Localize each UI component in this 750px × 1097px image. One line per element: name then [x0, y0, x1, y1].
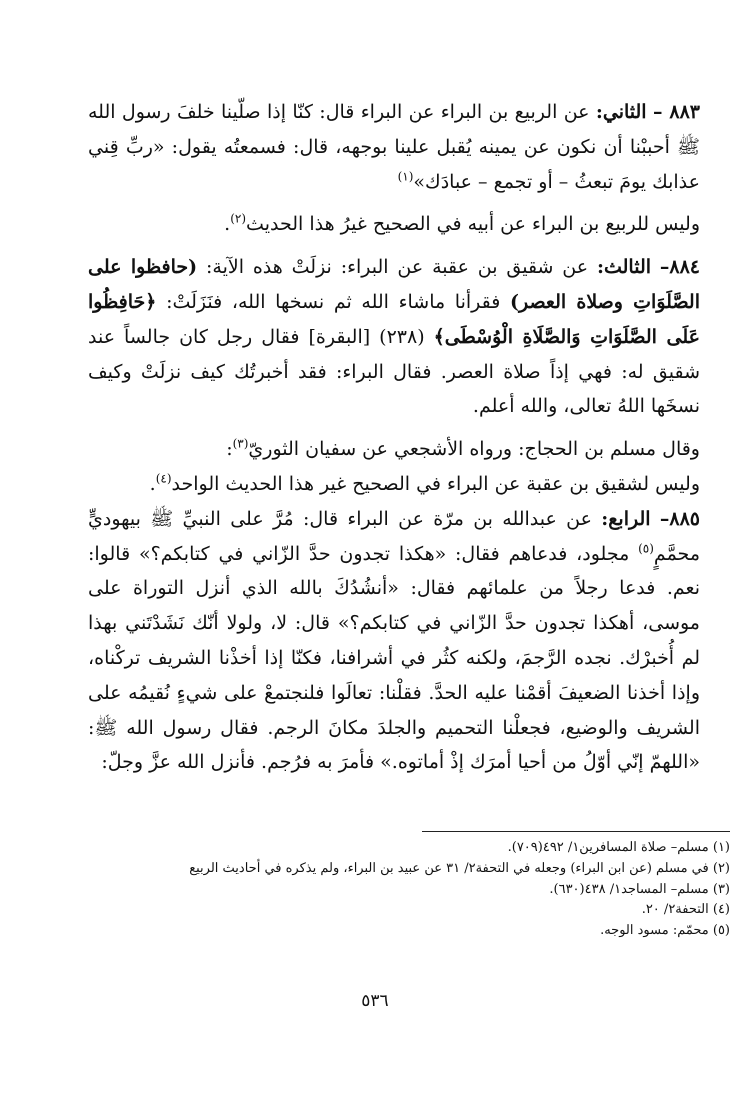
hadith-number: ٨٨٣ –: [652, 101, 700, 123]
quran-verse: ﴿حَافِظُوا عَلَى الصَّلَوَاتِ وَالصَّلَاةِ الْوُسْطَى﴾: [88, 290, 700, 348]
hadith-884: [88, 250, 730, 424]
footnote-ref: (٥): [638, 541, 654, 556]
hadith-text: عن الربيع بن البراء عن البراء قال: كنّا إذا صلّينا خلفَ رسول الله ﷺ أحببْنا أن نكون عن يمينه يُقبل علينا بوجهه، قال: فسمعتُه يقول: «ربِّ قِني عذابك يومَ تبعثُ – أو تجمع – عبادَك»: [88, 101, 700, 193]
hadith-text: مجلود، فدعاهم فقال: «هكذا تجدون حدَّ الزّاني في كتابكم؟» قالوا: نعم. فدعا رجلاً من علمائهم فقال: «أنشُدُكَ بالله الذي أنزل التوراة على موسى، أهكذا تجدون حدَّ الزّاني في كتابكم؟» قال: لا، ولولا أنّك نَشَدْتَني بهذا لم أُخبرْك. نجده الرَّجمَ، ولكنه كثُر في أشرافنا، فكنّا إذا أخذْنا الشريف تركْناه، وإذا أخذنا الضعيفَ أقمْنا عليه الحدَّ. فقلْنا: تعالَوا فلنجتمعْ على شيءٍ نُقيمُه على الشريف والوضيع، فجعلْنا التحميم والجلدَ مكانَ الرجم. فقال رسول الله ﷺ: «اللهمّ إنّي أوّلُ من أحيا أمرَك إذْ أماتوه.» فأمرَ به فرُجم. فأنزل الله عزَّ وجلّ:: [88, 542, 700, 774]
hadith-885: [88, 502, 730, 780]
footnote-divider: [422, 831, 730, 832]
footnote-ref: (٣): [232, 436, 249, 451]
main-text: [88, 95, 730, 780]
hadith-text: فقرأنا ماشاء الله ثم نسخها الله، فنَزَلَتْ:: [166, 290, 501, 313]
footnote-ref: (٢): [230, 212, 247, 227]
footnotes: [95, 838, 730, 942]
note-rabi: وليس للربيع بن البراء عن أبيه في الصحيح غيرُ هذا الحديث$^{(٢)}$.: [224, 212, 700, 236]
footnote-4: (٤) التحفة٢/ ٢٠.: [641, 902, 730, 918]
note-text: وليس للربيع بن البراء عن أبيه في الصحيح غيرُ هذا الحديث: [246, 213, 700, 236]
hadith-label: الثاني:: [595, 101, 647, 123]
note-shaqiq: وليس لشقيق بن عقبة عن البراء في الصحيح غير هذا الحديث الواحد$^{(٤)}$.: [149, 471, 700, 495]
hadith-label: الرابع:: [601, 507, 651, 530]
hadith-text: عن شقيق بن عقبة عن البراء: نزلَتْ هذه الآية:: [206, 256, 589, 279]
hadith-label: الثالث:: [596, 256, 652, 279]
footnote-ref: (٤): [155, 471, 172, 486]
hadith-text: (٢٣٨) [البقرة] فقال رجل كان جالساً عند شقيق له: فهي إذاً صلاة العصر. فقال البراء: فقد أخبرتُك كيف نزلَتْ وكيف نسخَها اللهُ تعالى، والله أعلم.: [88, 325, 700, 418]
note-text: وليس لشقيق بن عقبة عن البراء في الصحيح غير هذا الحديث الواحد: [171, 472, 700, 495]
footnote-2: (٢) في مسلم (عن ابن البراء) وجعله في التحفة٢/ ٣١ عن عبيد بن البراء، ولم يذكره في أحاديث الربيع: [189, 860, 730, 876]
footnote-1: (١) مسلم– صلاة المسافرين١/ ٤٩٢(٧٠٩).: [507, 840, 730, 855]
note-text: وقال مسلم بن الحجاج: ورواه الأشجعي عن سفيان الثوريّ: [248, 438, 700, 461]
quran-quote: (حافظوا على الصَّلَوَاتِ وصلاة العصر): [88, 256, 700, 313]
hadith-text: عن عبدالله بن مرّة عن البراء قال: مُرَّ على النبيِّ ﷺ بيهوديٍّ محمَّمٍ: [88, 507, 700, 565]
note-muslim: وقال مسلم بن الحجاج: ورواه الأشجعي عن سفيان الثوريّ$^{(٣)}$:: [226, 436, 700, 461]
footnote-ref: (١): [397, 169, 414, 184]
hadith-number: ٨٨٥–: [659, 507, 700, 530]
footnote-5: (٥) محمّم: مسود الوجه.: [600, 923, 730, 939]
hadith-883: [88, 95, 730, 199]
page-number: ٥٣٦: [361, 991, 389, 1011]
footnote-3: (٣) مسلم– المساجد١/ ٤٣٨(٦٣٠).: [549, 881, 730, 897]
hadith-number: ٨٨٤–: [659, 256, 700, 279]
